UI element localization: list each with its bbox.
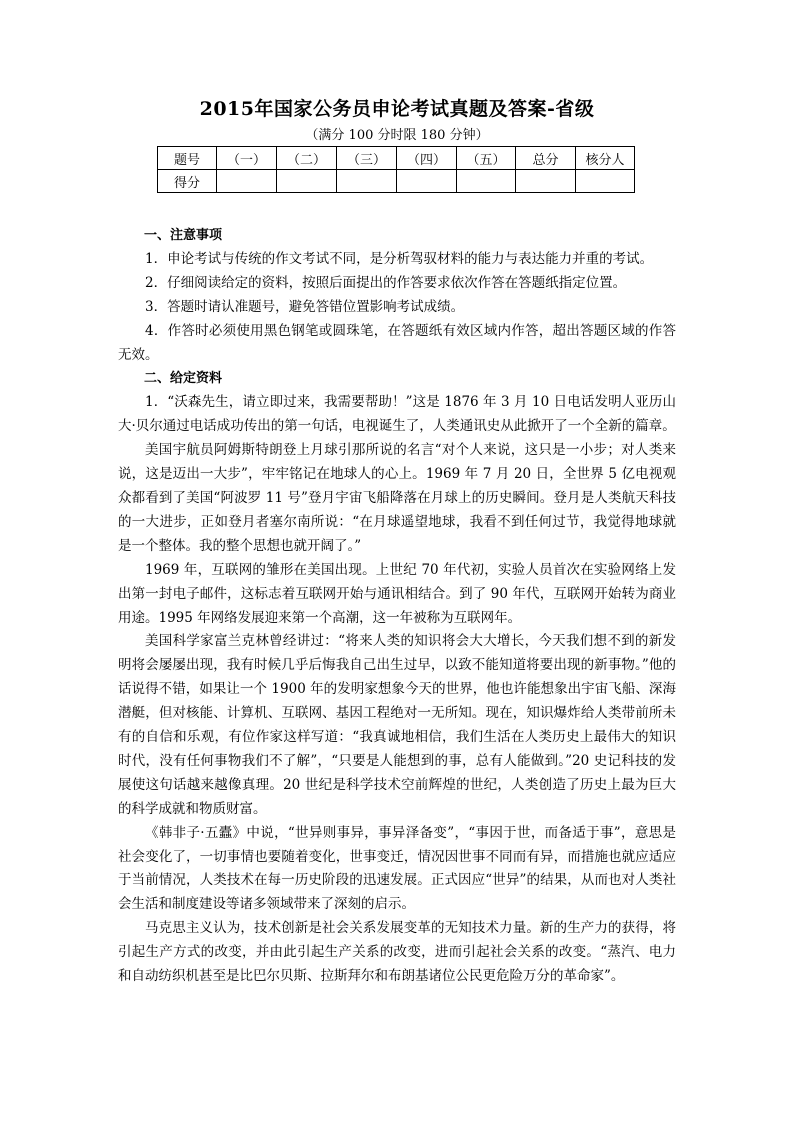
table-cell: [277, 170, 337, 193]
material-paragraph: 马克思主义认为，技术创新是社会关系发展变革的无知技术力量。新的生产力的获得，将引起生产方式的改变，并由此引起生产关系的改变，进而引起社会关系的改变。“蒸汽、电力和自动纺织机甚至是比巴尔贝斯、拉斯拜尔和布朗基诸位公民更危险万分的革命家”。: [118, 920, 676, 985]
table-cell: 总分: [516, 147, 576, 170]
table-cell: [337, 170, 397, 193]
material-paragraph: 1969 年，互联网的雏形在美国出现。上世纪 70 年代初，实验人员首次在实验网络上发出第一封电子邮件，这标志着互联网开始与通讯相结合。到了 90 年代，互联网开始转为商业用途。1995 年网络发展迎来第一个高潮，这一年被称为互联网年。: [118, 561, 676, 626]
table-cell: （一）: [217, 147, 277, 170]
score-table: [157, 146, 635, 193]
notice-item: 1．申论考试与传统的作文考试不同，是分析驾驭材料的能力与表达能力并重的考试。: [145, 250, 654, 267]
table-cell: [576, 170, 635, 193]
notice-item: 2．仔细阅读给定的资料，按照后面提出的作答要求依次作答在答题纸指定位置。: [145, 274, 627, 291]
table-cell: 核分人: [576, 147, 635, 170]
table-cell: （五）: [457, 147, 516, 170]
table-cell: （四）: [397, 147, 457, 170]
notice-item: 4．作答时必须使用黑色钢笔或圆珠笔，在答题纸有效区域内作答，超出答题区域的作答无效。: [118, 322, 676, 363]
score-table-header-row: [158, 147, 635, 170]
document-subtitle: （满分 100 分时限 180 分钟）: [305, 128, 489, 143]
section-heading: 二、给定资料: [144, 371, 223, 387]
section-heading: 一、注意事项: [144, 228, 223, 243]
material-paragraph: 《韩非子·五蠹》中说，“世异则事异，事异泽备变”，“事因于世，而备适于事”，意思是社会变化了，一切事情也要随着变化，世事变迁，情况因世事不同而有异，而措施也就应适应于当前情况，人类技术在每一历史阶段的迅速发展。正式因应“世异”的结果，从而也对人类社会生活和制度建设等诸多领域带来了深刻的启示。: [118, 824, 676, 913]
table-cell: [516, 170, 576, 193]
material-paragraph: 1．“沃森先生，请立即过来，我需要帮助！”这是 1876 年 3 月 10 日电话发明人亚历山大·贝尔通过电话成功传出的第一句话，电视诞生了，人类通讯史从此掀开了一个全新的篇章。: [118, 394, 676, 435]
material-paragraph: 美国宇航员阿姆斯特朗登上月球引那所说的名言“对个人来说，这只是一小步；对人类来说，这是迈出一大步”，牢牢铭记在地球人的心上。1969 年 7 月 20 日，全世界 5 亿电视观众都看到了美国“阿波罗 11 号”登月宇宙飞船降落在月球上的历史瞬间。登月是人类航天科技的一大进步，正如登月者塞尔南所说：“在月球遥望地球，我看不到任何过节，我觉得地球就是一个整体。我的整个思想也就开阔了。”: [118, 442, 676, 554]
notice-item: 3．答题时请认准题号，避免答错位置影响考试成绩。: [145, 298, 465, 315]
table-cell: 题号: [158, 147, 217, 170]
table-cell: （三）: [337, 147, 397, 170]
table-cell: 得分: [158, 170, 217, 193]
table-cell: （二）: [277, 147, 337, 170]
score-table-score-row: [158, 170, 635, 193]
material-paragraph: 美国科学家富兰克林曾经讲过：“将来人类的知识将会大大增长，今天我们想不到的新发明将会屡屡出现，我有时候几乎后悔我自己出生过早，以致不能知道将要出现的新事物。”他的话说得不错，如果让一个 1900 年的发明家想象今天的世界，他也许能想象出宇宙飞船、深海潜艇，但对核能、计算机、互联网、基因工程绝对一无所知。现在，知识爆炸给人类带前所未有的自信和乐观，有位作家这样写道：“我真诚地相信，我们生活在人类历史上最伟大的知识时代，没有任何事物我们不了解”，“只要是人能想到的事，总有人能做到。”20 史记科技的发展使这句话越来越像真理。20 世纪是科学技术空前辉煌的世纪，人类创造了历史上最为巨大的科学成就和物质财富。: [118, 633, 676, 817]
table-cell: [457, 170, 516, 193]
document-title: 2015年国家公务员申论考试真题及答案-省级: [199, 98, 595, 120]
table-cell: [217, 170, 277, 193]
document-body: [118, 224, 676, 989]
table-cell: [397, 170, 457, 193]
